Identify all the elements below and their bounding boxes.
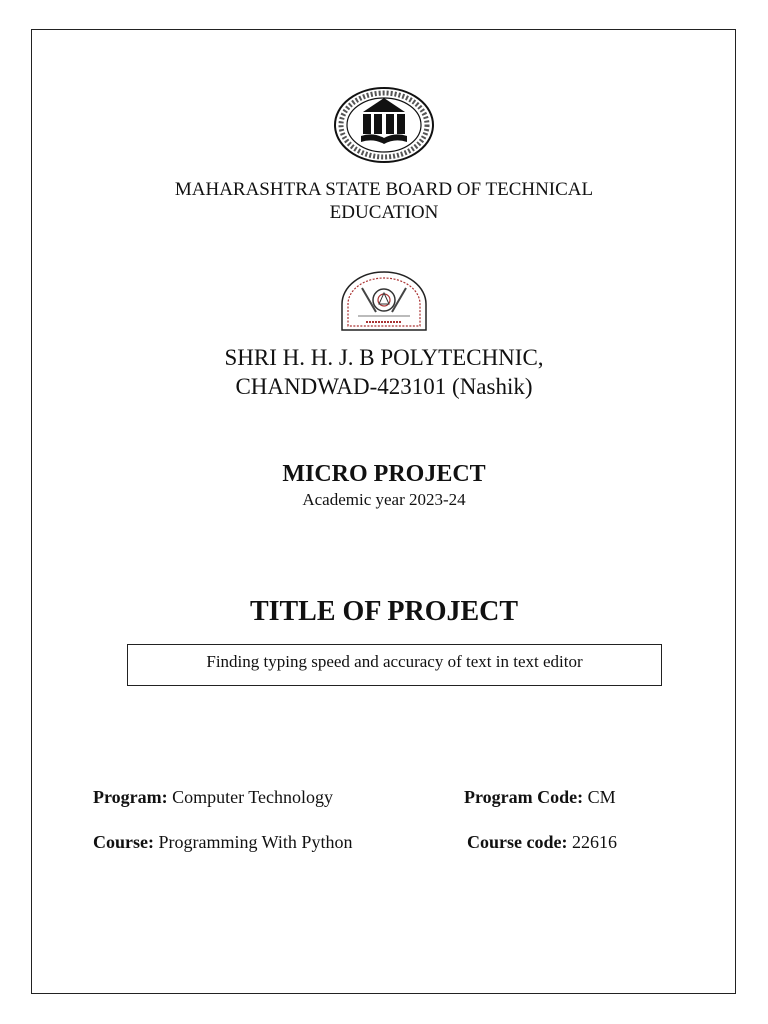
board-name: [0, 178, 768, 224]
polytechnic-name-line2: CHANDWAD-423101 (Nashik): [235, 374, 533, 399]
course-code-info: [467, 832, 617, 853]
program-value: Computer Technology: [172, 787, 334, 807]
project-title: Finding typing speed and accuracy of text in text editor: [206, 652, 583, 671]
program-info: [93, 787, 333, 808]
course-value: Programming With Python: [158, 832, 353, 852]
program-label: Program:: [93, 787, 168, 807]
polytechnic-name-line1: SHRI H. H. J. B POLYTECHNIC,: [224, 345, 544, 370]
program-code-info: [464, 787, 616, 808]
course-code-label: Course code:: [467, 832, 568, 852]
program-code-value: CM: [587, 787, 616, 807]
project-title-box: [127, 644, 662, 686]
program-code-label: Program Code:: [464, 787, 584, 807]
msbte-logo: [333, 86, 435, 164]
course-code-value: 22616: [571, 832, 617, 852]
academic-year: Academic year 2023-24: [302, 490, 466, 509]
course-info: [93, 832, 352, 853]
polytechnic-logo: [336, 268, 432, 334]
board-name-line2: EDUCATION: [329, 202, 439, 223]
title-heading: TITLE OF PROJECT: [249, 596, 519, 627]
micro-project-heading: MICRO PROJECT: [282, 461, 486, 487]
polytechnic-name: [0, 343, 768, 401]
board-name-line1: MAHARASHTRA STATE BOARD OF TECHNICAL: [174, 179, 594, 200]
course-label: Course:: [93, 832, 154, 852]
